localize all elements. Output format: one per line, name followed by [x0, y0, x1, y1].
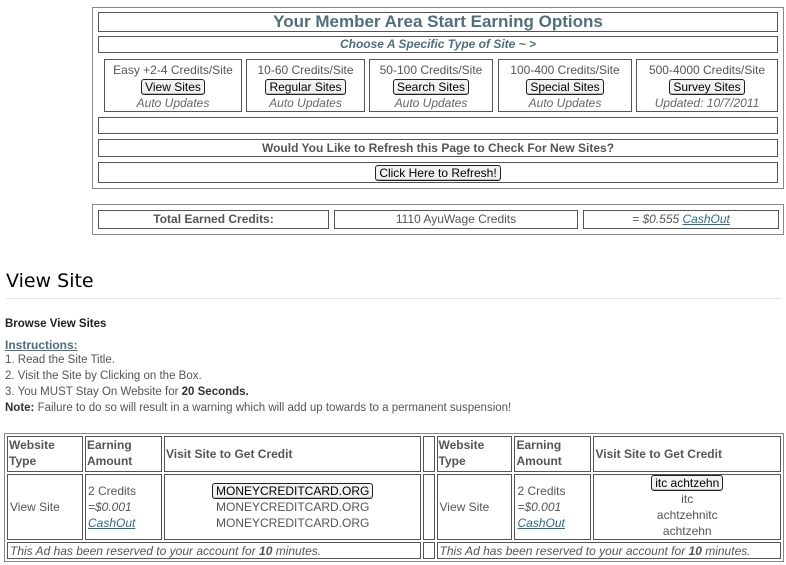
- row2-cashout-link[interactable]: CashOut: [517, 516, 565, 530]
- option-survey-label: 500-4000 Credits/Site: [648, 63, 766, 77]
- row1-amount: [85, 474, 162, 540]
- instruction-3: [5, 384, 249, 400]
- option-easy: [104, 59, 242, 112]
- earning-options-panel: [92, 7, 784, 189]
- cashout-link[interactable]: CashOut: [682, 212, 730, 226]
- instruction-3-text: 3. You MUST Stay On Website for: [5, 386, 182, 398]
- option-regular-label: 10-60 Credits/Site: [257, 63, 354, 77]
- note-text: Failure to do so will result in a warning which will add up towards to a permanent suspension!: [34, 402, 512, 414]
- row2-site-line1: itc: [681, 492, 694, 506]
- row1-type: View Site: [7, 474, 83, 540]
- survey-sites-button[interactable]: Survey Sites: [669, 79, 744, 95]
- row1-reserved-suffix: minutes.: [272, 543, 322, 558]
- option-search-label: 50-100 Credits/Site: [379, 63, 483, 77]
- row2-credits: 2 Credits: [517, 484, 566, 498]
- search-sites-button[interactable]: Search Sites: [393, 79, 469, 95]
- table-spacer: [423, 474, 434, 540]
- row2-site-line3: achtzehn: [662, 524, 712, 538]
- instructions-title: Instructions:: [5, 338, 78, 352]
- page-heading: View Site: [6, 270, 94, 292]
- options-title: Your Member Area Start Earning Options: [98, 12, 778, 32]
- refresh-bar: [98, 162, 778, 183]
- heading-divider: [6, 298, 782, 299]
- option-survey-status: Updated: 10/7/2011: [654, 96, 760, 110]
- instruction-1: 1. Read the Site Title.: [5, 354, 115, 366]
- regular-sites-button[interactable]: Regular Sites: [265, 79, 345, 95]
- view-sites-button[interactable]: View Sites: [141, 79, 205, 95]
- option-special: [498, 59, 632, 112]
- header-type-line2-2: Type: [438, 454, 466, 468]
- row1-reserved-prefix: This Ad has been reserved to your account for: [10, 543, 260, 558]
- option-search: [369, 59, 493, 112]
- row2-reserved-suffix: minutes.: [701, 543, 751, 558]
- credits-value: [583, 210, 779, 229]
- credits-amount: 1110 AyuWage Credits: [334, 210, 578, 229]
- row1-credits: 2 Credits: [87, 484, 137, 498]
- row1-cashout-link[interactable]: CashOut: [87, 516, 136, 530]
- row2-reserved-note: [437, 542, 782, 559]
- refresh-question: Would You Like to Refresh this Page to Check For New Sites?: [98, 139, 778, 157]
- row1-site-button[interactable]: MONEYCREDITCARD.ORG: [212, 483, 373, 499]
- header-visit-site-2: Visit Site to Get Credit: [593, 436, 781, 472]
- row2-reserved-prefix: This Ad has been reserved to your account for: [439, 543, 689, 558]
- row2-type: View Site: [437, 474, 513, 540]
- empty-message-bar: [98, 117, 778, 134]
- option-survey: [636, 59, 778, 112]
- table-spacer: [423, 436, 434, 472]
- option-easy-label: Easy +2-4 Credits/Site: [113, 63, 233, 77]
- row1-site-line2: MONEYCREDITCARD.ORG: [216, 516, 370, 530]
- sites-table: [4, 433, 784, 562]
- header-type-line2: Type: [9, 454, 37, 468]
- row2-site-line2: achtzehnitc: [656, 508, 718, 522]
- row1-visit: [164, 474, 421, 540]
- option-easy-status: Auto Updates: [136, 96, 210, 110]
- options-subtitle: Choose A Specific Type of Site ~ >: [98, 36, 778, 53]
- table-spacer: [423, 542, 434, 559]
- table-header-row: [7, 436, 781, 472]
- row1-site-line1: MONEYCREDITCARD.ORG: [216, 500, 370, 514]
- instruction-2: 2. Visit the Site by Clicking on the Box.: [5, 370, 202, 382]
- credits-panel: [92, 204, 784, 235]
- option-regular: [246, 59, 365, 112]
- row2-visit: [593, 474, 781, 540]
- header-amount-line2: Amount: [86, 454, 133, 468]
- section-title: Browse View Sites: [5, 318, 107, 330]
- header-type-line1-2: Website: [438, 438, 485, 452]
- header-website-type-2: [437, 436, 513, 472]
- row2-reserved-time: 10: [688, 543, 702, 558]
- header-visit-site: Visit Site to Get Credit: [164, 436, 421, 472]
- table-footer-row: [7, 542, 781, 559]
- stay-time: 20 Seconds.: [181, 386, 249, 398]
- row2-value: =$0.001: [517, 500, 562, 514]
- header-website-type: [7, 436, 83, 472]
- header-earning-amount-2: [514, 436, 591, 472]
- row2-amount: [514, 474, 591, 540]
- option-special-label: 100-400 Credits/Site: [510, 63, 620, 77]
- option-regular-status: Auto Updates: [269, 96, 342, 110]
- row2-site-button[interactable]: itc achtzehn: [651, 475, 723, 491]
- total-credits-label: Total Earned Credits:: [98, 210, 329, 229]
- header-amount-line1-2: Earning: [516, 438, 562, 452]
- note-label: Note:: [5, 402, 35, 414]
- credits-value-text: = $0.555: [632, 212, 680, 226]
- header-amount-line2-2: Amount: [516, 454, 562, 468]
- option-search-status: Auto Updates: [394, 96, 468, 110]
- row1-reserved-time: 10: [259, 543, 273, 558]
- row1-reserved-note: [7, 542, 421, 559]
- header-type-line1: Website: [9, 438, 55, 452]
- instruction-note: [5, 400, 511, 416]
- row1-value: =$0.001: [87, 500, 132, 514]
- header-amount-line1: Earning: [86, 438, 132, 452]
- table-row: [7, 474, 781, 540]
- refresh-button[interactable]: Click Here to Refresh!: [375, 165, 500, 181]
- header-earning-amount: [85, 436, 162, 472]
- special-sites-button[interactable]: Special Sites: [526, 79, 603, 95]
- option-special-status: Auto Updates: [528, 96, 602, 110]
